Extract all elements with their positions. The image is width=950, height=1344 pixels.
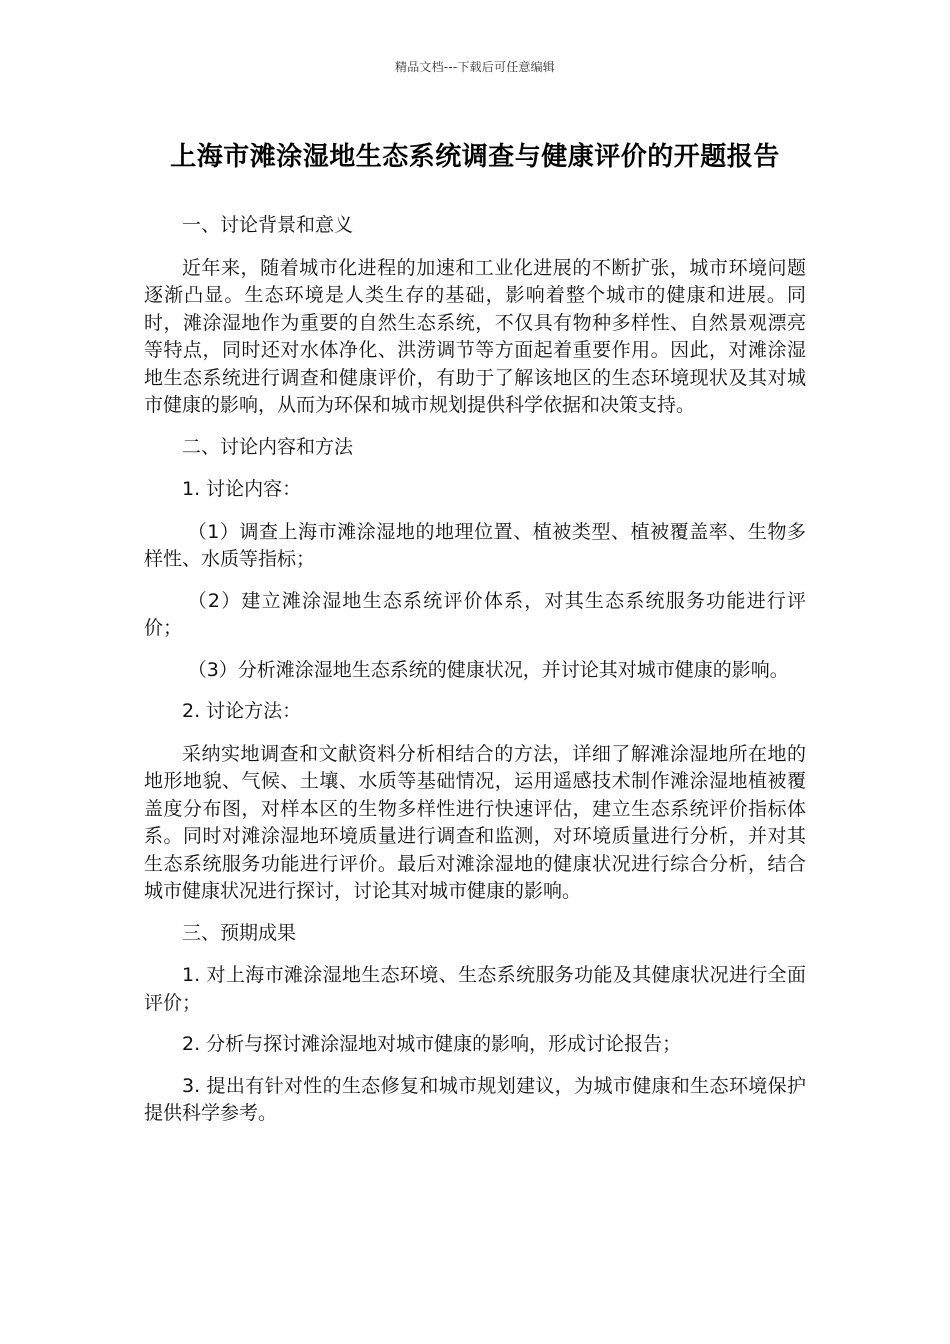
document-title: 上海市滩涂湿地生态系统调查与健康评价的开题报告 (170, 142, 780, 172)
section-heading-content-method: 二、讨论内容和方法 (182, 435, 354, 458)
subheading-method: 2. 讨论方法： (182, 700, 302, 722)
paragraph-method: 采纳实地调查和文献资料分析相结合的方法，详细了解滩涂湿地所在地的地形地貌、气候、土壤、水质等基础情况，运用遥感技术制作滩涂湿地植被覆盖度分布图，对样本区的生物多样性进行快速评估，建立生态系统评价指标体系。同时对滩涂湿地环境质量进行调查和监测，对环境质量进行分析，并对其生态系统服务功能进行评价。最后对滩涂湿地的健康状况进行综合分析，结合城市健康状况进行探讨，讨论其对城市健康的影响。 (144, 742, 806, 902)
content-item-2: （2）建立滩涂湿地生态系统评价体系，对其生态系统服务功能进行评价； (144, 589, 806, 639)
section-heading-expected-results: 三、预期成果 (182, 921, 297, 944)
header-note: 精品文档---下载后可任意编辑 (395, 60, 555, 74)
result-item-2: 2. 分析与探讨滩涂湿地对城市健康的影响，形成讨论报告； (182, 1033, 682, 1055)
result-item-1: 1. 对上海市滩涂湿地生态环境、生态系统服务功能及其健康状况进行全面评价； (144, 964, 806, 1014)
content-item-3: （3）分析滩涂湿地生态系统的健康状况，并讨论其对城市健康的影响。 (187, 658, 789, 681)
document-body (144, 212, 806, 1142)
paragraph-background: 近年来，随着城市化进程的加速和工业化进展的不断扩张，城市环境问题逐渐凸显。生态环境是人类生存的基础，影响着整个城市的健康和进展。同时，滩涂湿地作为重要的自然生态系统，不仅具有物种多样性、自然景观漂亮等特点，同时还对水体净化、洪涝调节等方面起着重要作用。因此，对滩涂湿地生态系统进行调查和健康评价，有助于了解该地区的生态环境现状及其对城市健康的影响，从而为环保和城市规划提供科学依据和决策支持。 (144, 256, 806, 416)
subheading-content: 1. 讨论内容： (182, 478, 302, 500)
section-heading-background: 一、讨论背景和意义 (182, 214, 354, 236)
content-item-1: （1）调查上海市滩涂湿地的地理位置、植被类型、植被覆盖率、生物多样性、水质等指标； (144, 520, 806, 570)
result-item-3: 3. 提出有针对性的生态修复和城市规划建议，为城市健康和生态环境保护提供科学参考。 (144, 1074, 806, 1124)
